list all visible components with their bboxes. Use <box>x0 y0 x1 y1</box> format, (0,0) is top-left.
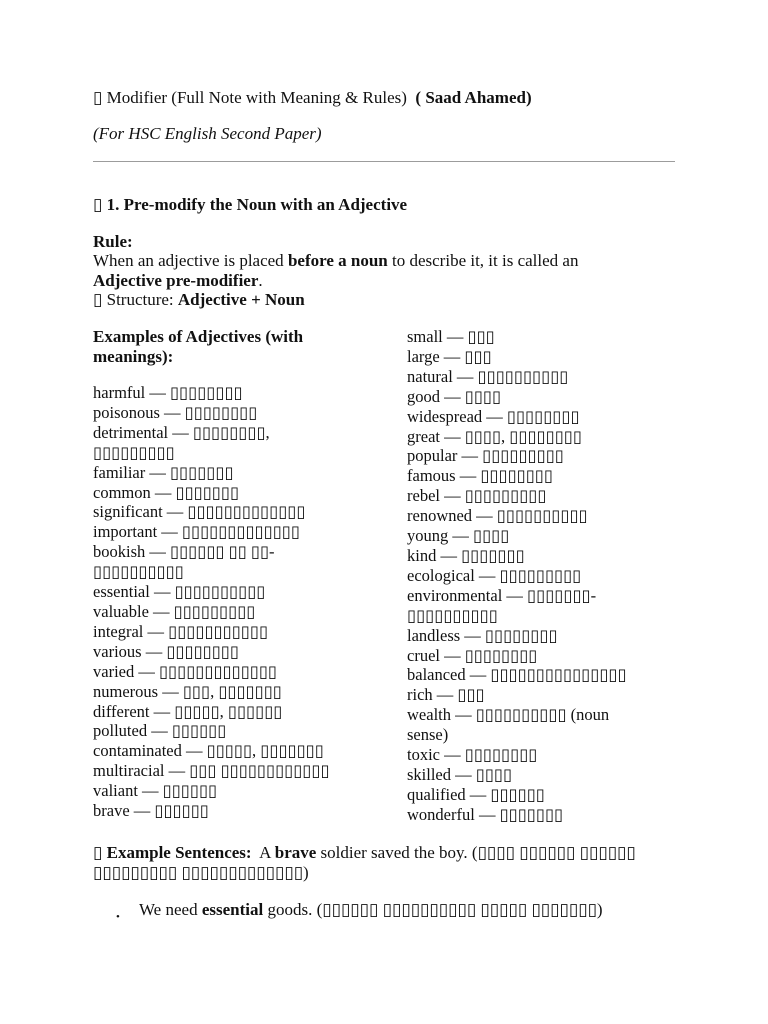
adjective-list-right <box>407 327 627 825</box>
horizontal-divider <box>93 161 675 162</box>
list-item: familiar — ▯▯▯▯▯▯▯ <box>93 462 234 482</box>
list-item: young — ▯▯▯▯ <box>407 526 510 546</box>
list-item: environmental — ▯▯▯▯▯▯▯- <box>407 585 597 605</box>
example-sentences-label: Example Sentences: <box>106 843 252 862</box>
rule-text-line-1 <box>93 251 578 271</box>
rule-text-2: to describe it, it is called an <box>387 251 579 270</box>
list-item: various — ▯▯▯▯▯▯▯▯ <box>93 641 239 661</box>
rule-text-3: . <box>258 271 263 290</box>
example-sentence-2 <box>139 900 603 920</box>
list-item: valiant — ▯▯▯▯▯▯ <box>93 781 218 801</box>
list-item: essential — ▯▯▯▯▯▯▯▯▯▯ <box>93 582 266 602</box>
document-title <box>93 88 532 108</box>
list-item: integral — ▯▯▯▯▯▯▯▯▯▯▯ <box>93 621 269 641</box>
list-item: popular — ▯▯▯▯▯▯▯▯▯ <box>407 446 564 466</box>
list-item: rich — ▯▯▯ <box>407 685 485 705</box>
list-item: cruel — ▯▯▯▯▯▯▯▯ <box>407 645 538 665</box>
list-item: wealth — ▯▯▯▯▯▯▯▯▯▯ (noun <box>407 705 610 725</box>
list-item: great — ▯▯▯▯, ▯▯▯▯▯▯▯▯ <box>407 426 582 446</box>
example-marker-glyph: ▯ <box>93 843 103 862</box>
list-item: large — ▯▯▯ <box>407 346 492 366</box>
list-item: ecological — ▯▯▯▯▯▯▯▯▯ <box>407 565 582 585</box>
sentence-1-pre: A <box>251 843 275 862</box>
list-item: landless — ▯▯▯▯▯▯▯▯ <box>407 625 558 645</box>
bullet-point: • <box>116 911 120 923</box>
list-item: polluted — ▯▯▯▯▯▯ <box>93 721 227 741</box>
list-item: toxic — ▯▯▯▯▯▯▯▯ <box>407 745 538 765</box>
sentence-2-post: goods. (▯▯▯▯▯▯ ▯▯▯▯▯▯▯▯▯▯ ▯▯▯▯▯ ▯▯▯▯▯▯▯) <box>263 900 603 919</box>
list-item: renowned — ▯▯▯▯▯▯▯▯▯▯ <box>407 506 588 526</box>
list-item: poisonous — ▯▯▯▯▯▯▯▯ <box>93 402 258 422</box>
example-sentence-1-cont: ▯▯▯▯▯▯▯▯▯ ▯▯▯▯▯▯▯▯▯▯▯▯▯) <box>93 863 309 882</box>
list-item: good — ▯▯▯▯ <box>407 386 502 406</box>
section-marker-glyph: ▯ <box>93 195 103 214</box>
list-item: sense) <box>407 725 449 745</box>
list-item: valuable — ▯▯▯▯▯▯▯▯▯ <box>93 601 256 621</box>
example-sentence-1 <box>93 843 636 863</box>
list-item: small — ▯▯▯ <box>407 327 495 346</box>
structure-label: Structure: <box>102 290 178 309</box>
title-marker-glyph: ▯ <box>93 88 103 107</box>
list-item: bookish — ▯▯▯▯▯▯ ▯▯ ▯▯- <box>93 542 275 562</box>
list-item: wonderful — ▯▯▯▯▯▯▯ <box>407 804 564 824</box>
list-item: skilled — ▯▯▯▯ <box>407 764 513 784</box>
rule-label: Rule: <box>93 232 133 251</box>
list-item: qualified — ▯▯▯▯▯▯ <box>407 784 545 804</box>
list-item: brave — ▯▯▯▯▯▯ <box>93 801 209 821</box>
list-item: contaminated — ▯▯▯▯▯, ▯▯▯▯▯▯▯ <box>93 741 324 761</box>
sentence-1-post: soldier saved the boy. (▯▯▯▯ ▯▯▯▯▯▯ ▯▯▯▯▯▯ <box>316 843 636 862</box>
list-item: common — ▯▯▯▯▯▯▯ <box>93 482 240 502</box>
list-item: ▯▯▯▯▯▯▯▯▯▯ <box>407 605 498 625</box>
structure-line <box>93 290 305 310</box>
list-item: widespread — ▯▯▯▯▯▯▯▯ <box>407 406 580 426</box>
list-item: significant — ▯▯▯▯▯▯▯▯▯▯▯▯▯ <box>93 502 306 522</box>
list-item: ▯▯▯▯▯▯▯▯▯▯ <box>93 562 184 582</box>
list-item: harmful — ▯▯▯▯▯▯▯▯ <box>93 383 243 402</box>
rule-bold-1: before a noun <box>287 251 388 270</box>
title-text: Modifier (Full Note with Meaning & Rules) <box>106 88 407 107</box>
examples-heading-line-2: meanings): <box>93 347 174 366</box>
list-item: balanced — ▯▯▯▯▯▯▯▯▯▯▯▯▯▯▯ <box>407 665 627 685</box>
list-item: detrimental — ▯▯▯▯▯▯▯▯, <box>93 422 270 442</box>
rule-text-line-2 <box>93 271 263 291</box>
section-heading-text: 1. Pre-modify the Noun with an Adjective <box>106 195 408 214</box>
list-item: natural — ▯▯▯▯▯▯▯▯▯▯ <box>407 366 569 386</box>
structure-value: Adjective + Noun <box>177 290 305 309</box>
sentence-2-bold: essential <box>201 900 264 919</box>
list-item: varied — ▯▯▯▯▯▯▯▯▯▯▯▯▯ <box>93 661 278 681</box>
list-item: kind — ▯▯▯▯▯▯▯ <box>407 545 525 565</box>
list-item: different — ▯▯▯▯▯, ▯▯▯▯▯▯ <box>93 701 283 721</box>
document-subtitle: (For HSC English Second Paper) <box>93 124 322 143</box>
examples-heading-line-1: Examples of Adjectives (with <box>93 327 304 346</box>
adjective-list-left <box>93 383 330 821</box>
list-item: multiracial — ▯▯▯ ▯▯▯▯▯▯▯▯▯▯▯▯ <box>93 761 330 781</box>
structure-marker-glyph: ▯ <box>93 290 103 309</box>
list-item: important — ▯▯▯▯▯▯▯▯▯▯▯▯▯ <box>93 522 300 542</box>
sentence-2-pre: We need <box>139 900 202 919</box>
rule-text-1: When an adjective is placed <box>93 251 288 270</box>
list-item: ▯▯▯▯▯▯▯▯▯ <box>93 442 175 462</box>
list-item: famous — ▯▯▯▯▯▯▯▯ <box>407 466 553 486</box>
rule-bold-2: Adjective pre-modifier <box>93 271 259 290</box>
sentence-1-bold: brave <box>274 843 317 862</box>
author-name: ( Saad Ahamed) <box>415 88 532 107</box>
list-item: numerous — ▯▯▯, ▯▯▯▯▯▯▯ <box>93 681 282 701</box>
list-item: rebel — ▯▯▯▯▯▯▯▯▯ <box>407 486 547 506</box>
section-heading <box>93 195 407 215</box>
